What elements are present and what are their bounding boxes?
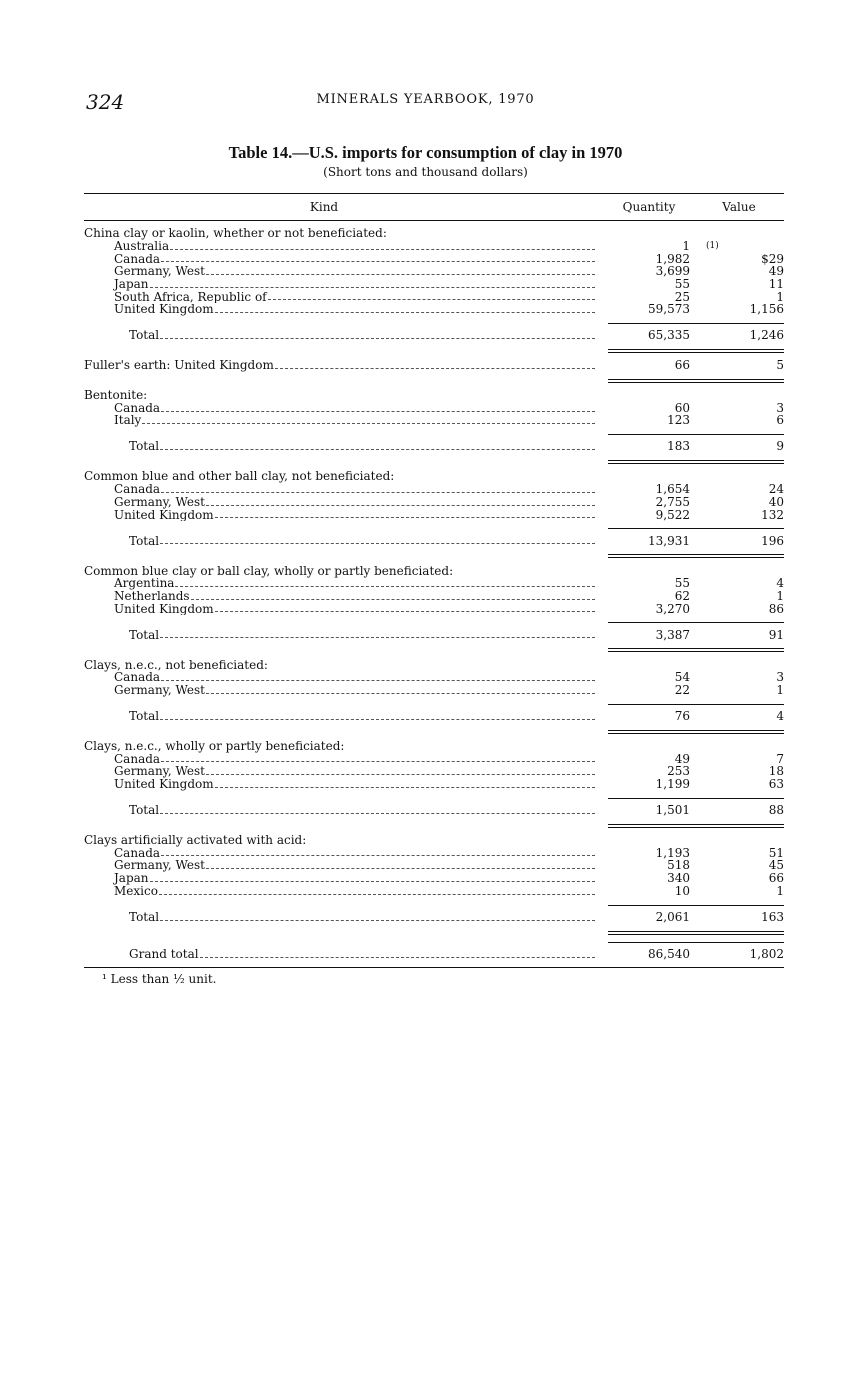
leader-dots	[160, 338, 595, 339]
group-heading	[84, 389, 784, 402]
quantity-cell: 9,522	[655, 507, 690, 522]
quantity-cell: 2,755	[655, 494, 690, 509]
quantity-cell: 1	[682, 238, 690, 253]
value-cell: 1,246	[749, 328, 784, 343]
table-row	[84, 240, 784, 253]
quantity-cell: 1,654	[655, 482, 690, 497]
total-rule	[608, 704, 784, 705]
total-rule	[608, 528, 784, 529]
leader-dots	[200, 957, 595, 958]
row-label-text: Mexico	[114, 884, 158, 898]
table-group	[84, 389, 784, 464]
leader-dots	[161, 492, 595, 493]
quantity-cell: 3,270	[655, 601, 690, 616]
leader-dots	[206, 505, 595, 506]
leader-dots	[160, 920, 595, 921]
value-cell: 86	[768, 601, 784, 616]
row-label	[84, 590, 599, 603]
table-footnote: ¹ Less than ½ unit.	[102, 971, 217, 986]
table-body	[84, 221, 784, 961]
quantity-cell: 3,699	[655, 264, 690, 279]
double-rule	[608, 730, 784, 734]
table-row	[84, 684, 784, 697]
row-label	[84, 509, 599, 522]
group-heading-text: Clays, n.e.c., wholly or partly beneficiated:	[84, 738, 345, 753]
leader-dots	[215, 787, 595, 788]
total-rule	[608, 622, 784, 623]
leader-dots	[175, 586, 595, 587]
quantity-cell: 55	[674, 576, 690, 591]
row-label-text: Germany, West	[114, 265, 205, 279]
table-row	[84, 303, 784, 316]
row-label-text: Netherlands	[114, 589, 190, 603]
quantity-cell: 123	[667, 413, 690, 428]
grand-total-group	[84, 942, 784, 961]
value-cell: $29	[761, 251, 784, 266]
row-label-text: Germany, West	[114, 765, 205, 779]
row-label	[84, 778, 599, 791]
value-cell: 1	[776, 289, 784, 304]
row-label-text: Grand total	[129, 947, 199, 961]
value-cell: 18	[768, 764, 784, 779]
quantity-cell: 59,573	[648, 302, 690, 317]
leader-dots	[275, 368, 595, 369]
double-rule	[608, 460, 784, 464]
quantity-cell: 10	[674, 883, 690, 898]
quantity-cell: 518	[667, 858, 690, 873]
footnote-reference: (1)	[706, 240, 719, 251]
total-rule	[608, 323, 784, 324]
leader-dots	[191, 599, 595, 600]
table-row	[84, 278, 784, 291]
table-row	[84, 590, 784, 603]
table-group	[84, 658, 784, 733]
row-label-text: South Africa, Republic of	[114, 290, 267, 304]
quantity-cell: 55	[674, 277, 690, 292]
value-cell: 1,802	[749, 946, 784, 961]
quantity-cell: 253	[667, 764, 690, 779]
group-heading-text: Common blue and other ball clay, not beneficiated:	[84, 469, 395, 484]
page-number: 324	[86, 90, 125, 114]
value-cell: 1	[776, 588, 784, 603]
table-title: Table 14.—U.S. imports for consumption of clay in 1970	[228, 143, 623, 162]
quantity-cell: 60	[674, 400, 690, 415]
value-cell: 24	[768, 482, 784, 497]
quantity-cell: 65,335	[648, 328, 690, 343]
value-cell: 196	[761, 533, 784, 548]
row-label-text: Total	[129, 329, 160, 343]
row-label	[84, 847, 599, 860]
total-row	[84, 704, 784, 723]
row-label-text: Germany, West	[114, 683, 205, 697]
quantity-cell: 54	[674, 670, 690, 685]
group-heading-text: Clays artificially activated with acid:	[84, 833, 307, 848]
row-label-text: Total	[129, 534, 160, 548]
row-label-text: Total	[129, 440, 160, 454]
value-cell: 4	[776, 576, 784, 591]
value-cell: 51	[768, 845, 784, 860]
value-cell: 3	[776, 670, 784, 685]
double-rule	[608, 648, 784, 652]
leader-dots	[268, 299, 595, 300]
quantity-cell: 22	[674, 682, 690, 697]
leader-dots	[142, 423, 595, 424]
group-heading-text: Clays, n.e.c., not beneficiated:	[84, 657, 268, 672]
row-label-text: United Kingdom	[114, 778, 214, 791]
row-label	[84, 303, 599, 316]
double-rule	[608, 554, 784, 558]
total-row	[84, 434, 784, 453]
row-label	[84, 496, 599, 509]
grand-total-row	[84, 942, 784, 961]
leader-dots	[206, 868, 595, 869]
row-label-text: Canada	[114, 752, 161, 766]
total-rule	[608, 942, 784, 943]
value-cell: 7	[776, 751, 784, 766]
row-label	[84, 440, 599, 453]
leader-dots	[206, 693, 595, 694]
total-rule	[608, 434, 784, 435]
row-label-text: Total	[129, 910, 160, 924]
leader-dots	[159, 894, 595, 895]
double-rule	[608, 379, 784, 383]
value-cell: 6	[776, 413, 784, 428]
table-row	[84, 872, 784, 885]
value-cell: 66	[768, 871, 784, 886]
row-label-text: Australia	[114, 239, 170, 253]
leader-dots	[161, 680, 595, 681]
value-cell: 49	[768, 264, 784, 279]
table-row	[84, 885, 784, 898]
row-label	[84, 535, 599, 548]
leader-dots	[160, 449, 595, 450]
row-label-text: Fuller's earth: United Kingdom	[84, 359, 274, 372]
group-heading	[84, 740, 784, 753]
double-rule	[608, 931, 784, 935]
table-bottom-rule	[84, 967, 784, 968]
row-label	[84, 859, 599, 872]
table-row	[84, 509, 784, 522]
quantity-cell: 1,193	[655, 845, 690, 860]
row-label	[84, 265, 599, 278]
leader-dots	[206, 774, 595, 775]
double-rule	[608, 349, 784, 353]
value-cell: 45	[768, 858, 784, 873]
total-row	[84, 622, 784, 641]
row-label-text: United Kingdom	[114, 508, 214, 522]
clay-imports-table	[84, 193, 784, 986]
table-row	[84, 496, 784, 509]
row-label	[84, 948, 599, 961]
column-header-kind: Kind	[309, 200, 339, 214]
leader-dots	[215, 517, 595, 518]
row-label	[84, 804, 599, 817]
row-label-text: United Kingdom	[114, 303, 214, 317]
leader-dots	[215, 312, 595, 313]
row-label-text: Argentina	[114, 577, 175, 590]
table-row	[84, 778, 784, 791]
table-header-row	[84, 194, 784, 221]
row-label-text: Canada	[114, 252, 161, 266]
quantity-cell: 183	[667, 439, 690, 454]
row-label	[84, 278, 599, 291]
leader-dots	[160, 543, 595, 544]
row-label	[84, 603, 599, 616]
row-label-text: Total	[129, 709, 160, 723]
quantity-cell: 1,982	[655, 251, 690, 266]
row-label	[84, 872, 599, 885]
row-label-text: Canada	[114, 401, 161, 415]
value-cell: 1	[776, 883, 784, 898]
row-label-text: United Kingdom	[114, 602, 214, 616]
row-label-text: Total	[129, 804, 160, 817]
quantity-cell: 62	[674, 588, 690, 603]
leader-dots	[160, 637, 595, 638]
row-label	[84, 765, 599, 778]
row-label-text: Japan	[114, 278, 149, 291]
table-row	[84, 415, 784, 428]
table-group	[84, 740, 784, 828]
quantity-cell: 13,931	[648, 533, 690, 548]
row-label-text: Canada	[114, 483, 161, 496]
value-cell: 9	[776, 439, 784, 454]
group-heading-text: Bentonite:	[84, 388, 148, 403]
table-row	[84, 603, 784, 616]
row-label-text: Italy	[114, 414, 142, 428]
row-label-text: Germany, West	[114, 859, 205, 873]
leader-dots	[170, 249, 595, 250]
table-group	[84, 227, 784, 353]
row-label	[84, 885, 599, 898]
row-label	[84, 359, 599, 372]
column-header-value: Value	[722, 200, 756, 214]
group-heading-text: China clay or kaolin, whether or not beneficiated:	[84, 226, 387, 241]
value-cell: 1,156	[749, 302, 784, 317]
quantity-cell: 1,501	[655, 803, 690, 818]
row-label	[84, 684, 599, 697]
leader-dots	[150, 287, 595, 288]
row-label	[84, 710, 599, 723]
total-row	[84, 528, 784, 547]
total-rule	[608, 798, 784, 799]
row-label	[84, 911, 599, 924]
double-rule	[608, 824, 784, 828]
leader-dots	[160, 719, 595, 720]
table-row	[84, 483, 784, 496]
group-heading	[84, 834, 784, 847]
row-label	[84, 577, 599, 590]
row-label	[84, 329, 599, 342]
quantity-cell: 25	[674, 289, 690, 304]
row-label	[84, 753, 599, 766]
row-label-text: Canada	[114, 846, 161, 860]
quantity-cell: 2,061	[655, 909, 690, 924]
table-subtitle: (Short tons and thousand dollars)	[323, 165, 528, 179]
table-group	[84, 470, 784, 558]
leader-dots	[160, 813, 595, 814]
table-group	[84, 359, 784, 383]
table-group	[84, 834, 784, 935]
row-label	[84, 671, 599, 684]
group-heading	[84, 227, 784, 240]
leader-dots	[150, 881, 595, 882]
row-label	[84, 402, 599, 415]
value-cell: 88	[768, 803, 784, 818]
quantity-cell: 86,540	[648, 946, 690, 961]
quantity-cell: 3,387	[655, 627, 690, 642]
row-label-text: Total	[129, 628, 160, 642]
value-cell: 1	[776, 682, 784, 697]
group-heading-text: Common blue clay or ball clay, wholly or partly beneficiated:	[84, 563, 454, 578]
row-label	[84, 483, 599, 496]
table-group	[84, 564, 784, 652]
table-row	[84, 359, 784, 372]
column-header-quantity: Quantity	[622, 200, 676, 214]
row-label	[84, 253, 599, 266]
leader-dots	[161, 855, 595, 856]
value-cell: 63	[768, 777, 784, 792]
row-label	[84, 240, 599, 253]
leader-dots	[161, 411, 595, 412]
row-label	[84, 291, 599, 304]
value-cell: 11	[768, 277, 784, 292]
quantity-cell: 66	[674, 358, 690, 373]
value-cell: 3	[776, 400, 784, 415]
leader-dots	[161, 261, 595, 262]
running-head: MINERALS YEARBOOK, 1970	[316, 92, 535, 107]
row-label-text: Japan	[114, 872, 149, 885]
value-cell: 132	[761, 507, 784, 522]
row-label-text: Canada	[114, 671, 161, 684]
quantity-cell: 340	[667, 871, 690, 886]
leader-dots	[215, 611, 595, 612]
value-cell: 5	[776, 358, 784, 373]
total-row	[84, 905, 784, 924]
value-cell	[694, 240, 784, 253]
leader-dots	[161, 761, 595, 762]
total-row	[84, 798, 784, 817]
quantity-cell: 49	[674, 751, 690, 766]
value-cell: 163	[761, 909, 784, 924]
value-cell: 40	[768, 494, 784, 509]
quantity-cell: 76	[674, 708, 690, 723]
value-cell: 91	[768, 627, 784, 642]
row-label-text: Germany, West	[114, 495, 205, 509]
value-cell: 4	[776, 708, 784, 723]
quantity-cell: 1,199	[655, 777, 690, 792]
total-row	[84, 323, 784, 342]
total-rule	[608, 905, 784, 906]
row-label	[84, 414, 599, 427]
leader-dots	[206, 274, 595, 275]
row-label	[84, 629, 599, 642]
